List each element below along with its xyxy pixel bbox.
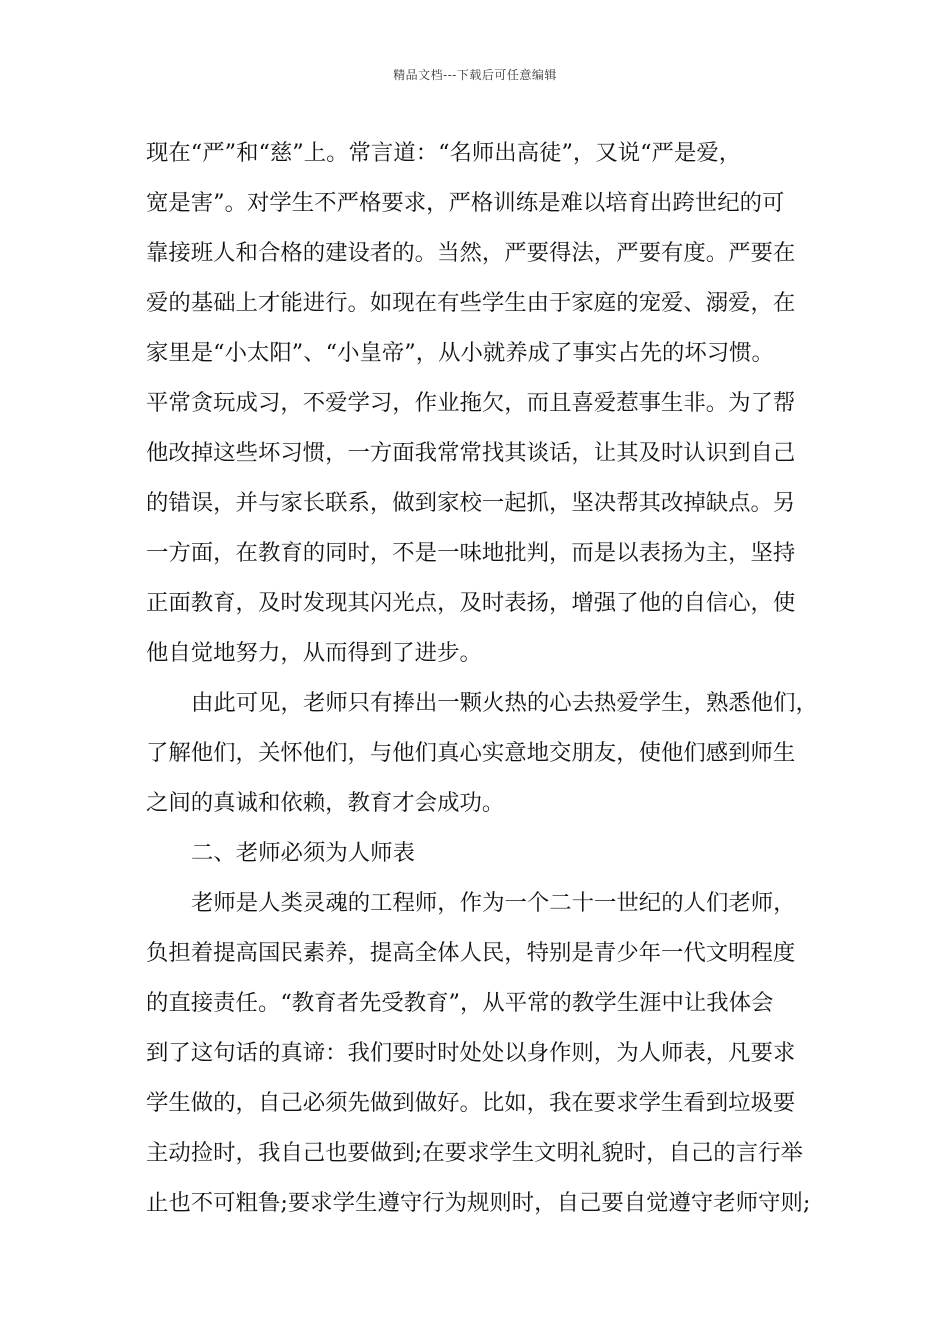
text-line: 止也不可粗鲁;要求学生遵守行为规则时，自己要自觉遵守老师守则;: [146, 1190, 811, 1216]
paragraph-start-line: 老师是人类灵魂的工程师，作为一个二十一世纪的人们老师，: [191, 890, 796, 916]
text-line: 他自觉地努力，从而得到了进步。: [146, 640, 482, 666]
text-line: 负担着提高国民素养，提高全体人民，特别是青少年一代文明程度: [146, 940, 796, 966]
text-line: 了解他们，关怀他们，与他们真心实意地交朋友，使他们感到师生: [146, 740, 796, 766]
text-line: 到了这句话的真谛：我们要时时处处以身作则，为人师表，凡要求: [146, 1040, 796, 1066]
text-line: 的错误，并与家长联系，做到家校一起抓，坚决帮其改掉缺点。另: [146, 490, 796, 516]
text-line: 之间的真诚和依赖，教育才会成功。: [146, 790, 505, 816]
section-heading: 二、老师必须为人师表: [191, 840, 415, 866]
text-line: 宽是害”。对学生不严格要求，严格训练是难以培育出跨世纪的可: [146, 190, 785, 216]
page-header: 精品文档---下载后可任意编辑: [393, 68, 557, 82]
text-line: 爱的基础上才能进行。如现在有些学生由于家庭的宠爱、溺爱，在: [146, 290, 796, 316]
body-text: [146, 128, 818, 1228]
text-line: 学生做的，自己必须先做到做好。比如，我在要求学生看到垃圾要: [146, 1090, 796, 1116]
text-line: 正面教育，及时发现其闪光点，及时表扬，增强了他的自信心，使: [146, 590, 796, 616]
text-line: 一方面，在教育的同时，不是一味地批判，而是以表扬为主，坚持: [146, 540, 796, 566]
text-line: 他改掉这些坏习惯，一方面我常常找其谈话，让其及时认识到自己: [146, 440, 796, 466]
text-line: 靠接班人和合格的建设者的。当然，严要得法，严要有度。严要在: [146, 240, 796, 266]
text-line: 的直接责任。“教育者先受教育”，从平常的教学生涯中让我体会: [146, 990, 774, 1016]
text-line: 现在“严”和“慈”上。常言道：“名师出高徒”，又说“严是爱，: [146, 140, 742, 166]
text-line: 家里是“小太阳”、“小皇帝”，从小就养成了事实占先的坏习惯。: [146, 340, 774, 366]
text-line: 平常贪玩成习，不爱学习，作业拖欠，而且喜爱惹事生非。为了帮: [146, 390, 796, 416]
paragraph-start-line: 由此可见，老师只有捧出一颗火热的心去热爱学生，熟悉他们，: [191, 690, 818, 716]
text-line: 主动捡时，我自己也要做到;在要求学生文明礼貌时，自己的言行举: [146, 1140, 803, 1166]
